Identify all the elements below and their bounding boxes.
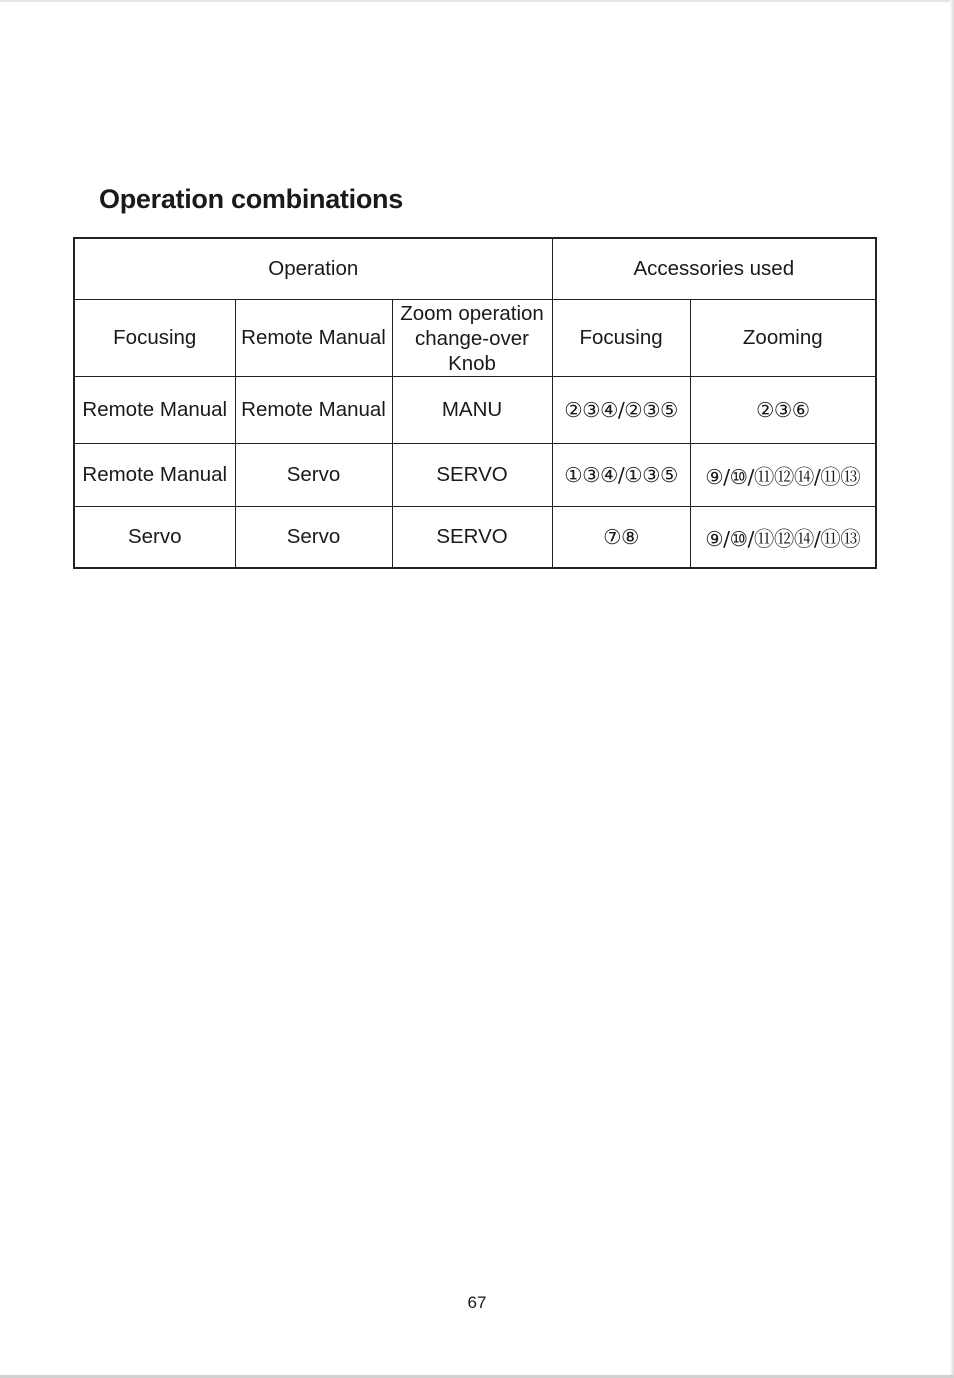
table-cell: SERVO xyxy=(392,444,552,507)
operation-combinations-table xyxy=(73,237,877,569)
table-row xyxy=(74,377,876,444)
zoom-knob-header: Zoom operation change-over Knob xyxy=(392,300,552,377)
table-row xyxy=(74,507,876,569)
table-cell: Servo xyxy=(235,444,392,507)
section-title: Operation combinations xyxy=(99,184,403,214)
table-cell: SERVO xyxy=(392,507,552,569)
accessory-focusing-header: Focusing xyxy=(552,300,690,377)
table-cell: ⑨/⑩/⑪⑫⑭/⑪⑬ xyxy=(690,444,876,507)
table-cell: Remote Manual xyxy=(74,377,235,444)
table-cell: Remote Manual xyxy=(235,377,392,444)
table-cell: ⑦⑧ xyxy=(552,507,690,569)
table-group-header-row xyxy=(74,238,876,300)
table-cell: Remote Manual xyxy=(74,444,235,507)
accessories-group-header: Accessories used xyxy=(552,238,876,300)
table-cell: ①③④/①③⑤ xyxy=(552,444,690,507)
remote-manual-header: Remote Manual xyxy=(235,300,392,377)
table-cell: ②③⑥ xyxy=(690,377,876,444)
page-number: 67 xyxy=(467,1293,487,1312)
table-cell: Servo xyxy=(74,507,235,569)
table-cell: ②③④/②③⑤ xyxy=(552,377,690,444)
page-top-edge xyxy=(0,0,954,2)
table-cell: Servo xyxy=(235,507,392,569)
table-sub-header-row xyxy=(74,300,876,377)
accessory-zooming-header: Zooming xyxy=(690,300,876,377)
operation-group-header: Operation xyxy=(74,238,552,300)
focusing-header: Focusing xyxy=(74,300,235,377)
page-right-edge xyxy=(950,0,954,1378)
table-row xyxy=(74,444,876,507)
table-cell: ⑨/⑩/⑪⑫⑭/⑪⑬ xyxy=(690,507,876,569)
table-cell: MANU xyxy=(392,377,552,444)
